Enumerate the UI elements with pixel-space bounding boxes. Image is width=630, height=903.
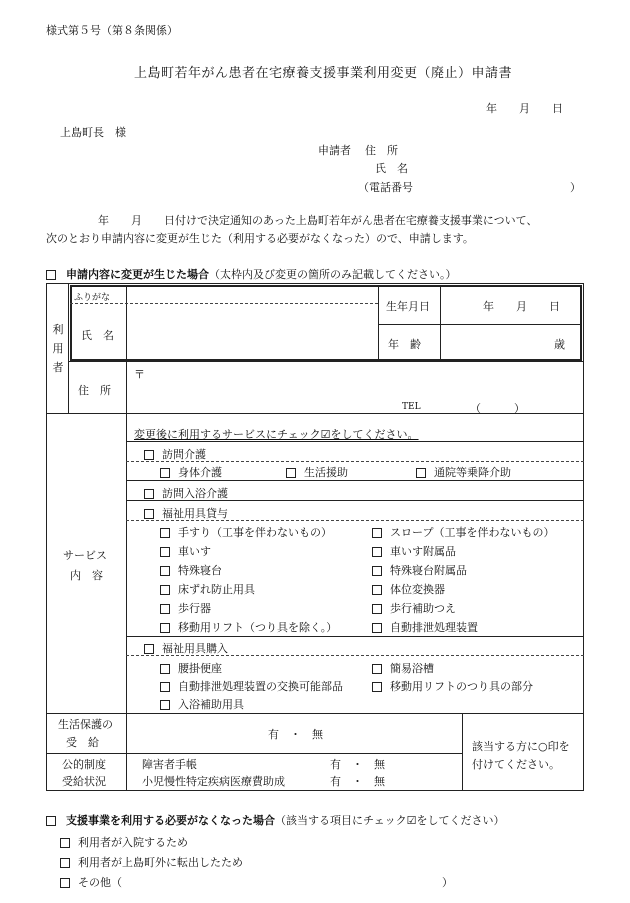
- mark-note-2: 付けてください。: [472, 758, 560, 771]
- checkbox[interactable]: [160, 566, 170, 576]
- section1-heading: 申請内容に変更が生じた場合: [66, 268, 209, 281]
- label: 歩行器: [178, 602, 211, 615]
- rental-checkbox[interactable]: [144, 509, 154, 519]
- tel-parens[interactable]: （ ）: [470, 402, 525, 415]
- label: 体位変換器: [390, 583, 445, 596]
- purchase-label: 福祉用具購入: [162, 642, 228, 655]
- pediatric-aid-value[interactable]: 有 ・ 無: [330, 775, 385, 788]
- mark-note-1: 該当する方に○印を: [472, 740, 570, 753]
- public-label-2: 受給状況: [62, 775, 106, 788]
- home-visit-item: [286, 464, 348, 480]
- purchase-row: [144, 640, 228, 656]
- purchase-item: [372, 660, 434, 676]
- bathing-row: [144, 485, 228, 501]
- checkbox[interactable]: [160, 700, 170, 710]
- welfare-value[interactable]: 有 ・ 無: [268, 728, 323, 741]
- rental-item: [372, 619, 478, 635]
- submission-date[interactable]: 年 月 日: [486, 102, 563, 115]
- checkbox[interactable]: [372, 664, 382, 674]
- home-visit-row: [144, 446, 206, 462]
- home-visit-item: [160, 464, 222, 480]
- checkbox[interactable]: [160, 682, 170, 692]
- bathing-label: 訪問入浴介護: [162, 487, 228, 500]
- label: 利用者が入院するため: [78, 836, 188, 849]
- checkbox[interactable]: [60, 838, 70, 848]
- label: 通院等乗降介助: [434, 466, 511, 479]
- home-visit-checkbox[interactable]: [144, 450, 154, 460]
- checkbox[interactable]: [286, 468, 296, 478]
- disability-card-label: 障害者手帳: [142, 758, 197, 771]
- section1-checkbox[interactable]: [46, 270, 56, 280]
- bold-entry-frame: [70, 285, 582, 361]
- purchase-item: [160, 678, 343, 694]
- reason-moved-out: [60, 854, 243, 870]
- rental-item: [160, 524, 332, 540]
- postal-mark: 〒: [134, 368, 145, 381]
- home-visit-label: 訪問介護: [162, 448, 206, 461]
- checkbox[interactable]: [372, 623, 382, 633]
- label: 手すり（工事を伴わないもの）: [178, 526, 332, 539]
- intro-line-1: 年 月 日付けで決定通知のあった上島町若年がん患者在宅療養支援事業について、: [98, 214, 538, 227]
- rental-label: 福祉用具貸与: [162, 507, 228, 520]
- welfare-label-2: 受 給: [66, 736, 99, 749]
- section1-note: （太枠内及び変更の箇所のみ記載してください。）: [209, 268, 457, 281]
- rental-item: [372, 543, 456, 559]
- bathing-checkbox[interactable]: [144, 489, 154, 499]
- applicant-name-label: 氏 名: [375, 162, 408, 175]
- section2-heading: 支援事業を利用する必要がなくなった場合: [66, 814, 275, 827]
- rental-item: [160, 543, 211, 559]
- birth-date-value[interactable]: 年 月 日: [483, 300, 560, 313]
- reason-hospitalized: [60, 834, 188, 850]
- label: 移動用リフト（つり具を除く。）: [178, 621, 338, 634]
- rental-item: [372, 581, 445, 597]
- label: その他（: [78, 876, 122, 889]
- checkbox[interactable]: [60, 878, 70, 888]
- label: 簡易浴槽: [390, 662, 434, 675]
- form-number: 様式第５号（第８条関係）: [46, 24, 178, 37]
- label: 生活援助: [304, 466, 348, 479]
- checkbox[interactable]: [160, 623, 170, 633]
- intro-line-2: 次のとおり申請内容に変更が生じた（利用する必要がなくなった）ので、申請します。: [46, 232, 474, 245]
- label: 自動排泄処理装置: [390, 621, 478, 634]
- label: 歩行補助つえ: [390, 602, 456, 615]
- label: 利用者が上島町外に転出したため: [78, 856, 243, 869]
- label: 特殊寝台附属品: [390, 564, 467, 577]
- rental-item: [160, 562, 222, 578]
- user-row-label: 利 用 者: [52, 323, 64, 374]
- user-name-label: 氏 名: [81, 329, 114, 342]
- purchase-checkbox[interactable]: [144, 644, 154, 654]
- section2-note: （該当する項目にチェック☑をしてください）: [275, 814, 505, 827]
- age-unit: 歳: [554, 338, 565, 351]
- checkbox[interactable]: [372, 566, 382, 576]
- addressee: 上島町長 様: [60, 126, 126, 139]
- checkbox[interactable]: [60, 858, 70, 868]
- purchase-item: [160, 696, 244, 712]
- label: 移動用リフトのつり具の部分: [390, 680, 533, 693]
- checkbox[interactable]: [372, 528, 382, 538]
- section2-heading-row: [46, 812, 505, 828]
- section1-heading-row: [46, 266, 457, 282]
- age-label: 年 齢: [388, 338, 421, 351]
- checkbox[interactable]: [372, 585, 382, 595]
- label: 自動排泄処理装置の交換可能部品: [178, 680, 343, 693]
- rental-item: [160, 581, 255, 597]
- rental-item: [160, 619, 337, 635]
- applicant-phone-close: ）: [570, 181, 581, 194]
- applicant-label: 申請者: [318, 144, 351, 157]
- tel-label: TEL: [402, 402, 421, 412]
- rental-item: [372, 600, 456, 616]
- rental-item: [372, 524, 554, 540]
- reason-other-close: ）: [442, 876, 453, 889]
- checkbox[interactable]: [160, 585, 170, 595]
- public-label-1: 公的制度: [62, 758, 106, 771]
- service-instruction: 変更後に利用するサービスにチェック☑をしてください。: [134, 428, 419, 441]
- page-title: 上島町若年がん患者在宅療養支援事業利用変更（廃止）申請書: [134, 66, 513, 81]
- furigana-label: ふりがな: [74, 293, 111, 303]
- label: 身体介護: [178, 466, 222, 479]
- service-label-2: 内 容: [70, 569, 103, 582]
- applicant-phone-label: （電話番号: [358, 181, 413, 194]
- label: 特殊寝台: [178, 564, 222, 577]
- section2-checkbox[interactable]: [46, 816, 56, 826]
- label: 床ずれ防止用具: [178, 583, 255, 596]
- service-label-1: サービス: [63, 549, 107, 562]
- home-visit-item: [416, 464, 511, 480]
- checkbox[interactable]: [160, 528, 170, 538]
- label: 車いす: [178, 545, 211, 558]
- purchase-item: [160, 660, 222, 676]
- pediatric-aid-label: 小児慢性特定疾病医療費助成: [142, 775, 285, 788]
- reason-other: [60, 874, 122, 890]
- purchase-item: [372, 678, 533, 694]
- checkbox[interactable]: [372, 682, 382, 692]
- checkbox[interactable]: [160, 468, 170, 478]
- checkbox[interactable]: [372, 604, 382, 614]
- label: 入浴補助用具: [178, 698, 244, 711]
- checkbox[interactable]: [416, 468, 426, 478]
- label: 車いす附属品: [390, 545, 456, 558]
- disability-card-value[interactable]: 有 ・ 無: [330, 758, 385, 771]
- birth-date-label: 生年月日: [386, 300, 430, 313]
- label: 腰掛便座: [178, 662, 222, 675]
- rental-item: [372, 562, 467, 578]
- rental-row: [144, 505, 228, 521]
- applicant-address-label: 住 所: [365, 144, 398, 157]
- label: スロープ（工事を伴わないもの）: [390, 526, 555, 539]
- checkbox[interactable]: [160, 664, 170, 674]
- rental-item: [160, 600, 211, 616]
- checkbox[interactable]: [160, 547, 170, 557]
- welfare-label-1: 生活保護の: [58, 718, 113, 731]
- checkbox[interactable]: [160, 604, 170, 614]
- checkbox[interactable]: [372, 547, 382, 557]
- user-address-label: 住 所: [78, 384, 111, 397]
